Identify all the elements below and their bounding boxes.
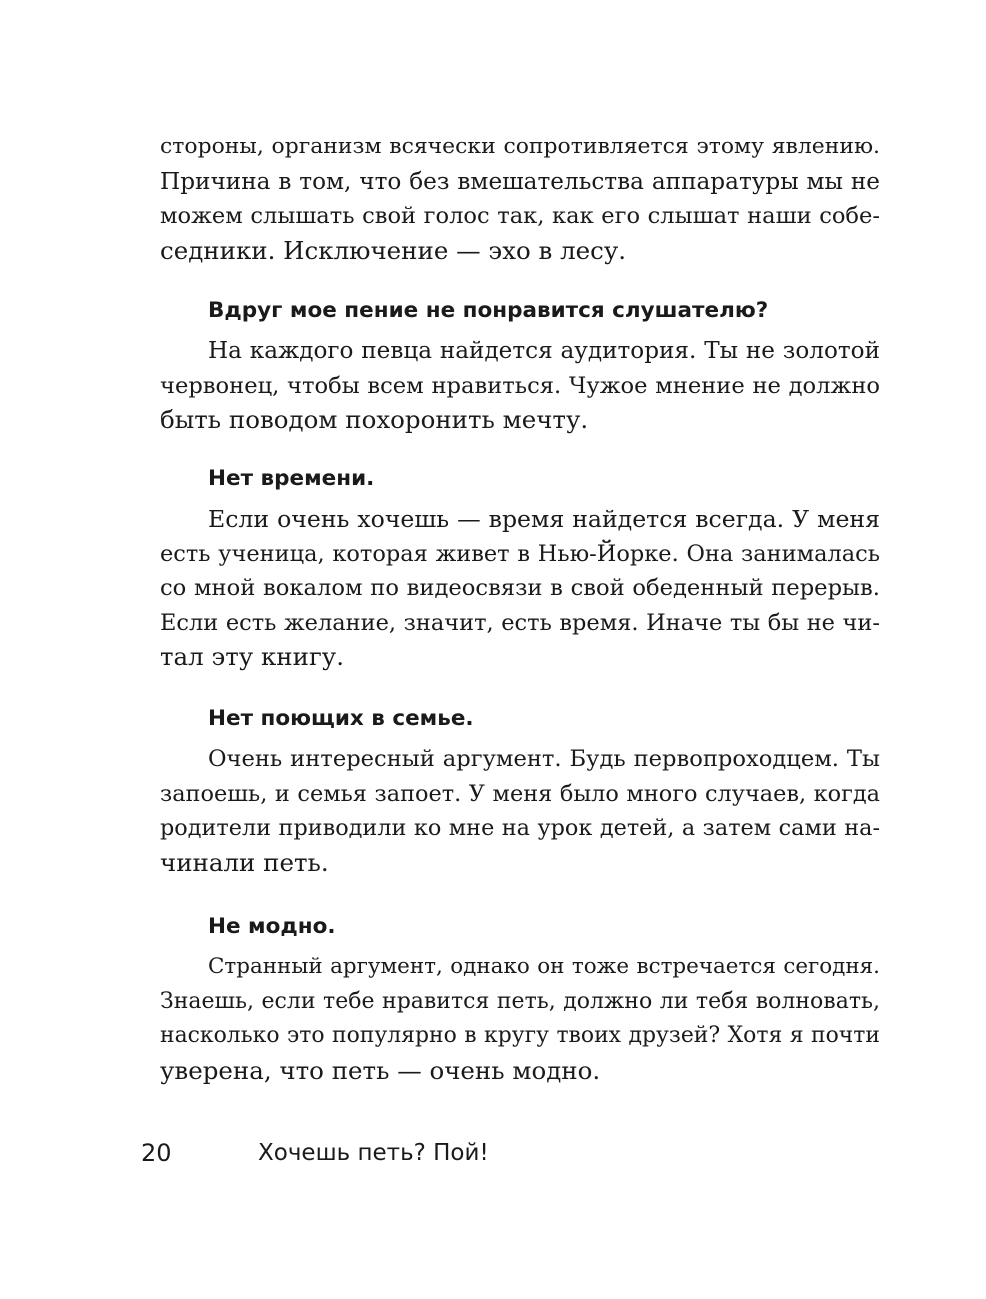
text-line: быть поводом похоронить мечту.: [160, 405, 589, 434]
paragraph: [160, 334, 880, 438]
text-line: можем слышать свой голос так, как его слышат наши собе-: [160, 203, 880, 229]
text-line: седники. Исключение — эхо в лесу.: [160, 235, 627, 265]
text-line: Странный аргумент, однако он тоже встречается сегодня.: [208, 954, 880, 979]
text-line: Причина в том, что без вмешательства аппаратуры мы не: [160, 167, 880, 195]
section-heading: Не модно.: [208, 914, 336, 939]
paragraph: [160, 742, 880, 880]
page-number: 20: [141, 1139, 172, 1167]
paragraph-continuation: [160, 130, 880, 268]
text-line: чинали петь.: [160, 847, 329, 877]
text-line: тал эту книгу.: [160, 642, 345, 671]
section-heading: Нет времени.: [208, 466, 375, 491]
text-line: стороны, организм всячески сопротивляется этому явлению.: [160, 134, 880, 159]
text-line: Очень интересный аргумент. Будь первопроходцем. Ты: [208, 746, 880, 772]
text-line: уверена, что петь — очень модно.: [160, 1055, 601, 1085]
text-line: насколько это популярно в кругу твоих друзей? Хотя я почти: [160, 1023, 880, 1048]
text-line: Знаешь, если тебе нравится петь, должно ли тебя волновать,: [160, 988, 880, 1014]
running-title: Хочешь петь? Пой!: [258, 1140, 489, 1166]
text-line: Если очень хочешь — время найдется всегда. У меня: [208, 505, 880, 533]
section-heading: Нет поющих в семье.: [208, 706, 474, 731]
text-line: родители приводили ко мне на урок детей, а затем сами на-: [160, 815, 880, 841]
text-line: Если есть желание, значит, есть время. Иначе ты бы не чи-: [160, 609, 880, 636]
text-line: запоешь, и семья запоет. У меня было много случаев, когда: [160, 780, 880, 807]
paragraph: [160, 502, 880, 675]
section-heading: Вдруг мое пение не понравится слушателю?: [208, 298, 769, 323]
text-line: червонец, чтобы всем нравиться. Чужое мнение не должно: [160, 372, 880, 399]
paragraph: [160, 950, 880, 1088]
text-line: со мной вокалом по видеосвязи в свой обеденный перерыв.: [160, 575, 880, 601]
text-line: На каждого певца найдется аудитория. Ты не золотой: [208, 338, 880, 364]
text-line: есть ученица, которая живет в Нью-Йорке. Она занималась: [160, 540, 880, 567]
